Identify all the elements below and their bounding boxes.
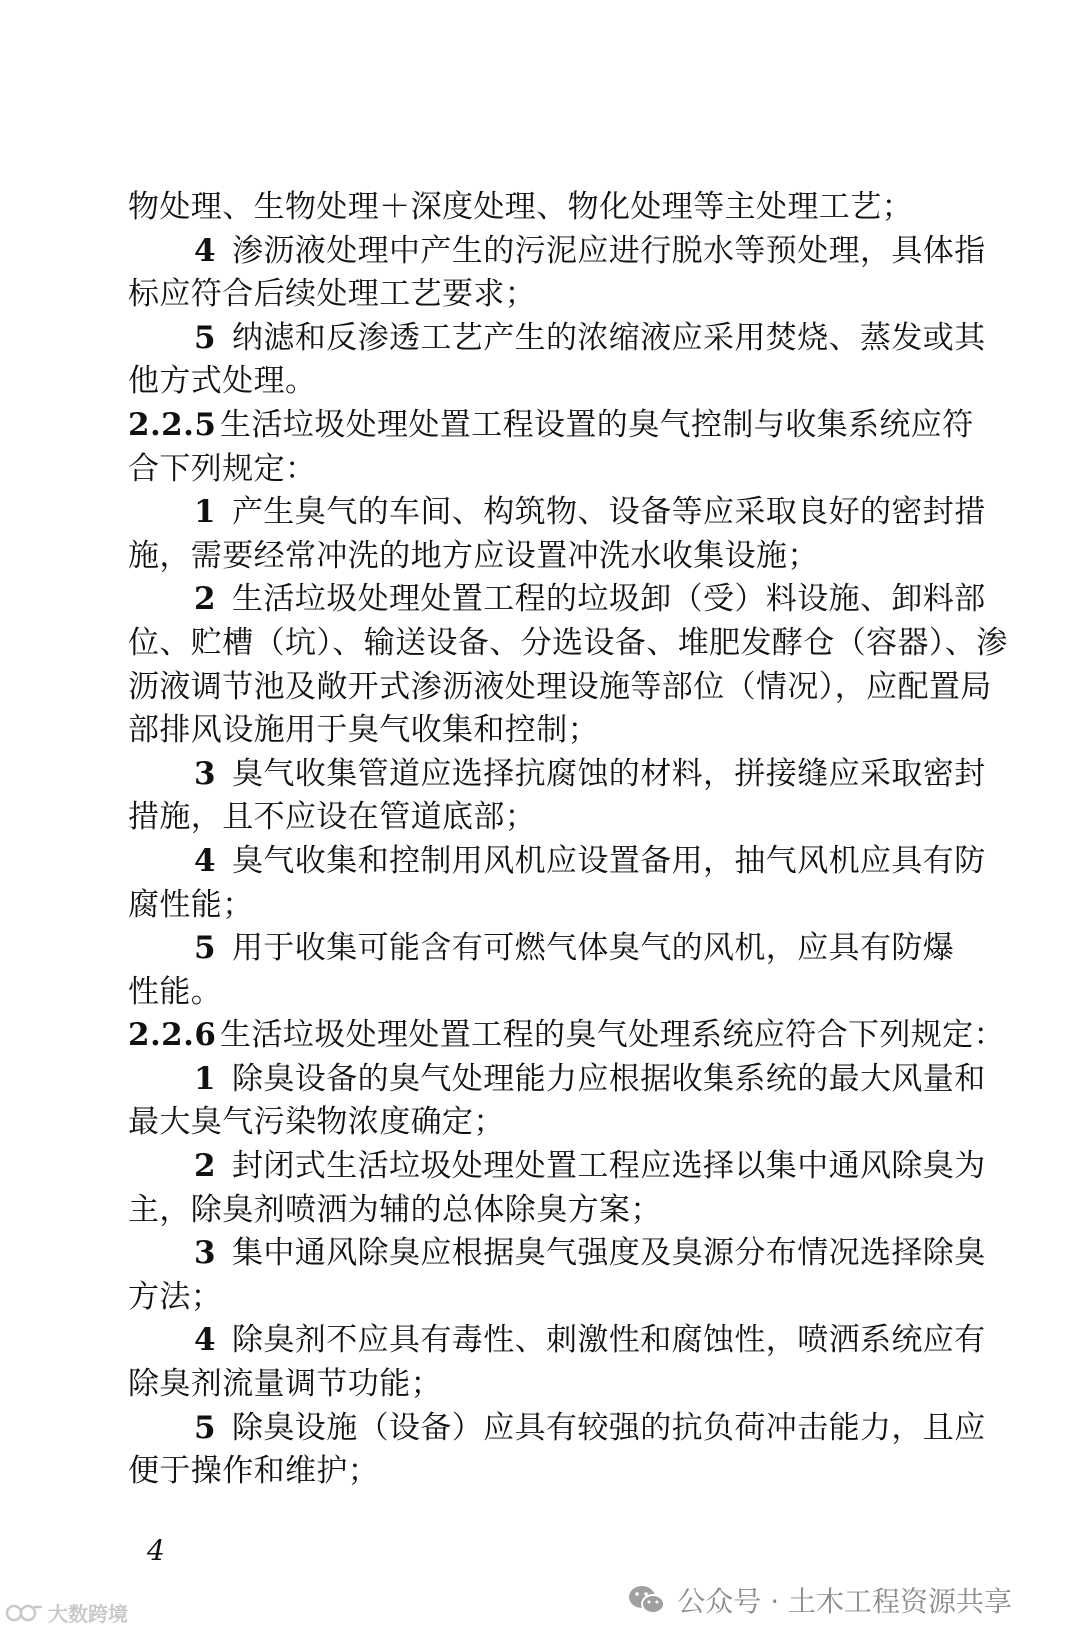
text-line	[128, 578, 986, 622]
corner-watermark	[4, 1598, 128, 1627]
text-line	[128, 535, 960, 579]
text-line	[128, 1450, 960, 1494]
line-text: 最大臭气污染物浓度确定；	[128, 1104, 505, 1141]
line-text: 生活垃圾处理处置工程的臭气处理系统应符合下列规定：	[220, 1017, 1005, 1054]
section-number: 2.2.6	[128, 1017, 217, 1054]
line-text: 便于操作和维护；	[128, 1453, 380, 1490]
item-number: 4	[194, 842, 216, 879]
text-line	[128, 1058, 986, 1102]
line-text: 纳滤和反渗透工艺产生的浓缩液应采用焚烧、蒸发或其	[232, 319, 986, 356]
item-number: 5	[194, 319, 216, 356]
line-text: 除臭设施（设备）应具有较强的抗负荷冲击能力，且应	[232, 1409, 986, 1446]
item-number: 3	[194, 755, 216, 792]
line-text: 施，需要经常冲洗的地方应设置冲洗水收集设施；	[128, 537, 819, 574]
item-number: 4	[194, 1322, 216, 1359]
text-line	[128, 404, 974, 448]
line-text: 除臭剂流量调节功能；	[128, 1366, 442, 1403]
text-line	[128, 491, 986, 535]
wechat-watermark	[627, 1580, 1012, 1620]
text-line	[128, 971, 960, 1015]
text-line	[128, 317, 986, 361]
body-text	[128, 186, 1008, 1494]
item-number: 5	[194, 930, 216, 967]
text-line	[128, 1145, 986, 1189]
line-text: 集中通风除臭应根据臭气强度及臭源分布情况选择除臭	[232, 1235, 986, 1272]
line-text: 生活垃圾处理处置工程的垃圾卸（受）料设施、卸料部	[232, 581, 986, 618]
text-line	[128, 622, 1008, 666]
line-text: 标应符合后续处理工艺要求；	[128, 276, 537, 313]
line-text: 物处理、生物处理＋深度处理、物化处理等主处理工艺；	[128, 189, 913, 225]
line-text: 渗沥液处理中产生的污泥应进行脱水等预处理，具体指	[232, 232, 986, 269]
line-text: 他方式处理。	[128, 363, 317, 400]
item-number: 2	[194, 1148, 216, 1185]
line-text: 除臭设备的臭气处理能力应根据收集系统的最大风量和	[232, 1060, 986, 1097]
text-line	[128, 884, 960, 928]
page-number: 4	[147, 1534, 165, 1567]
item-number: 1	[194, 494, 216, 531]
line-text: 生活垃圾处理处置工程设置的臭气控制与收集系统应符	[220, 406, 974, 443]
line-text: 除臭剂不应具有毒性、刺激性和腐蚀性，喷洒系统应有	[232, 1322, 986, 1359]
logo-icon	[4, 1601, 44, 1625]
text-line	[128, 1232, 986, 1276]
line-text: 腐性能；	[128, 886, 254, 923]
text-line	[128, 1407, 986, 1451]
text-line	[128, 186, 960, 230]
line-text: 方法；	[128, 1278, 223, 1315]
text-line	[128, 840, 986, 884]
line-text: 产生臭气的车间、构筑物、设备等应采取良好的密封措	[232, 494, 986, 531]
text-line	[128, 448, 960, 492]
line-text: 部排风设施用于臭气收集和控制；	[128, 712, 599, 749]
line-text: 位、贮槽（坑）、输送设备、分选设备、堆肥发酵仓（容器）、渗	[128, 624, 1008, 661]
text-line	[128, 753, 986, 797]
item-number: 3	[194, 1235, 216, 1272]
wechat-watermark-text: 公众号 · 土木工程资源共享	[677, 1585, 1012, 1618]
line-text: 沥液调节池及敞开式渗沥液处理设施等部位（情况），应配置局	[128, 668, 992, 705]
text-line	[128, 273, 960, 317]
line-text: 性能。	[128, 973, 223, 1010]
text-line	[128, 1319, 986, 1363]
corner-watermark-text: 大数跨境	[48, 1602, 128, 1626]
text-line	[128, 666, 992, 710]
text-line	[128, 230, 986, 274]
wechat-icon	[627, 1583, 667, 1617]
line-text: 封闭式生活垃圾处理处置工程应选择以集中通风除臭为	[232, 1148, 986, 1185]
text-line	[128, 1276, 960, 1320]
section-number: 2.2.5	[128, 406, 217, 443]
line-text: 措施，且不应设在管道底部；	[128, 799, 537, 836]
text-line	[128, 1189, 960, 1233]
text-line	[128, 796, 960, 840]
item-number: 4	[194, 232, 216, 269]
line-text: 合下列规定：	[128, 450, 317, 487]
text-line	[128, 1363, 960, 1407]
item-number: 5	[194, 1409, 216, 1446]
line-text: 臭气收集和控制用风机应设置备用，抽气风机应具有防	[232, 842, 986, 879]
line-text: 用于收集可能含有可燃气体臭气的风机，应具有防爆	[232, 930, 955, 967]
line-text: 臭气收集管道应选择抗腐蚀的材料，拼接缝应采取密封	[232, 755, 986, 792]
text-line	[128, 709, 960, 753]
text-line	[128, 360, 960, 404]
item-number: 1	[194, 1060, 216, 1097]
line-text: 主，除臭剂喷洒为辅的总体除臭方案；	[128, 1191, 662, 1228]
text-line	[128, 1014, 1005, 1058]
text-line	[128, 1101, 960, 1145]
text-line	[128, 927, 960, 971]
item-number: 2	[194, 581, 216, 618]
